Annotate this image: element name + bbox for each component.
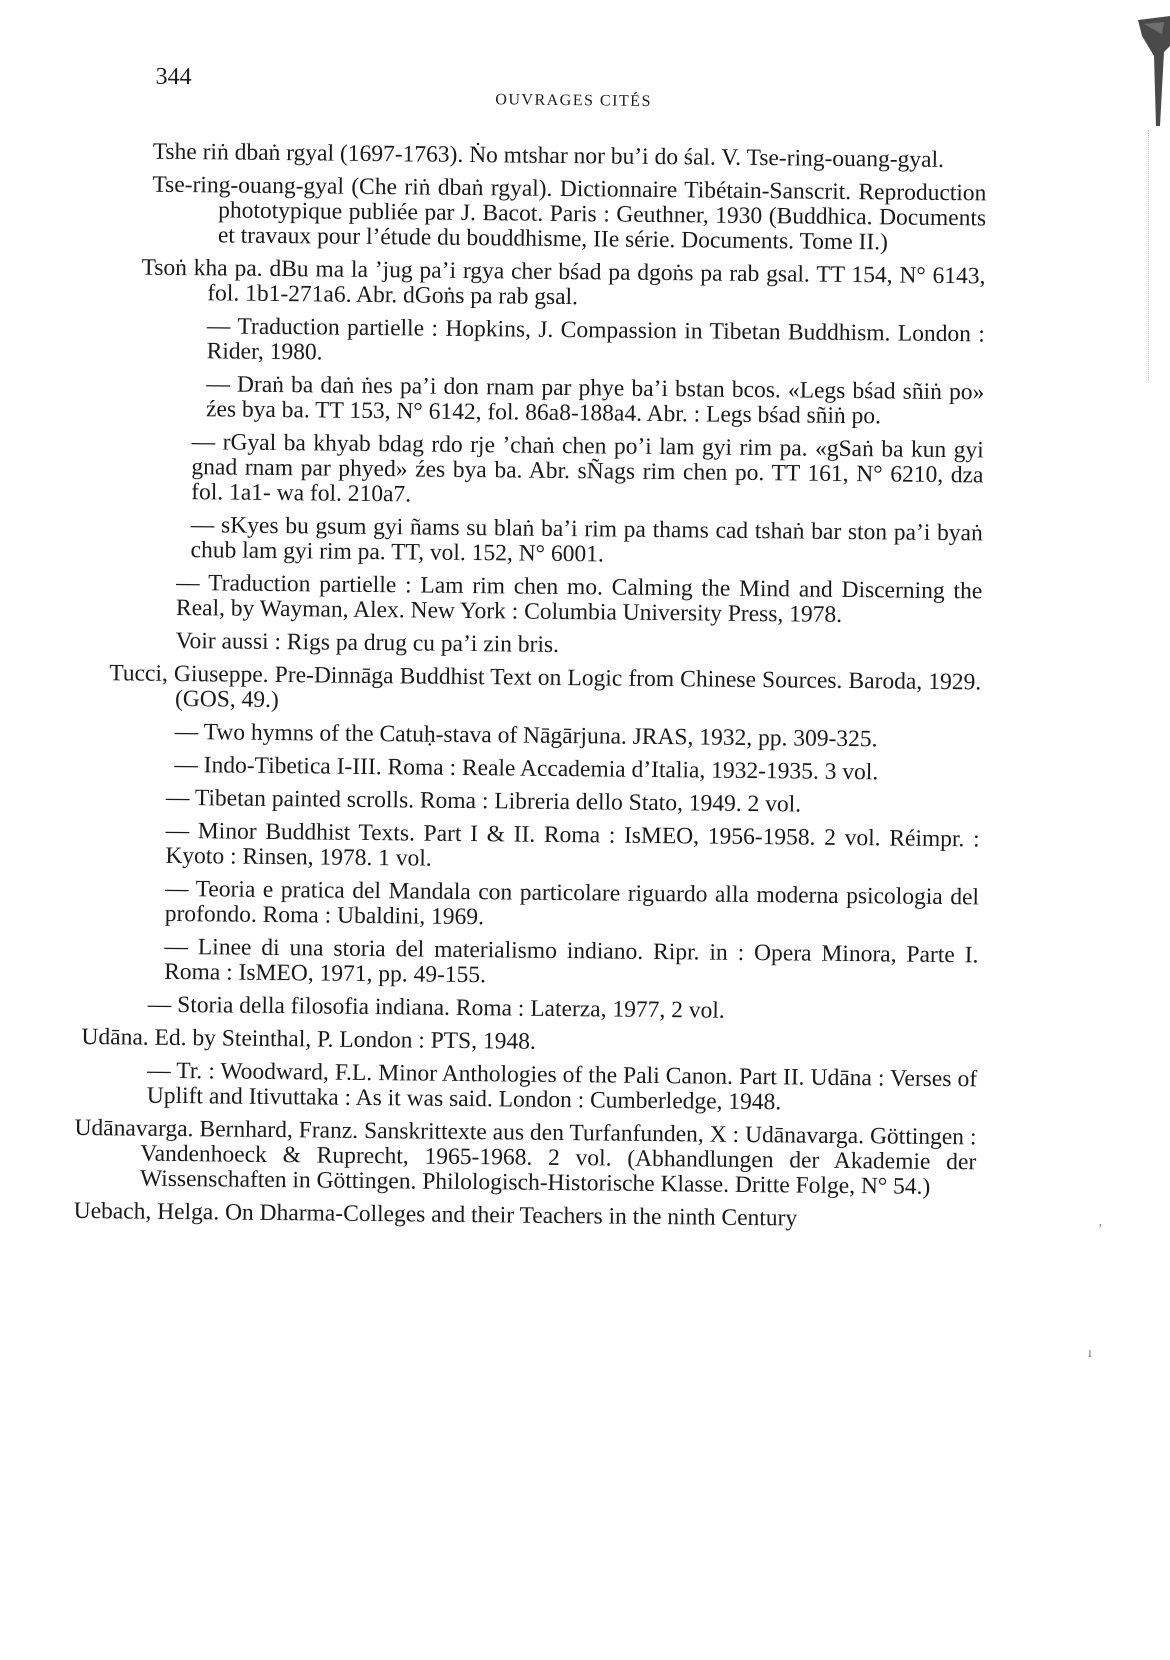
page-number: 344 xyxy=(155,63,192,91)
bib-subentry: — sKyes bu gsum gyi ñams su blaṅ ba’i rim pa thams cad tshaṅ bar ston pa’i byaṅ chub lam gyi rim pa. TT, vol. 152, N° 6001. xyxy=(190,512,983,568)
bib-subentry: — Draṅ ba daṅ ṅes pa’i don rnam par phye ba’i bstan bcos. «Legs bśad sñiṅ po» źes bya ba. TT 153, N° 6142, fol. 86a8-188a4. Abr. : Legs bśad sñiṅ po. xyxy=(205,371,985,430)
bib-entry: Tshe riṅ dbaṅ rgyal (1697-1763). Ṅo mtshar nor bu’i do śal. V. Tse-ring-ouang-gyal. xyxy=(152,138,945,173)
bib-subentry: — Minor Buddhist Texts. Part I & II. Roma : IsMEO, 1956-1958. 2 vol. Réimpr. : Kyoto : Rinsen, 1978. 1 vol. xyxy=(165,817,980,872)
bibliography-list xyxy=(73,138,987,1241)
scan-edge-dots xyxy=(1148,130,1155,380)
bib-subentry: — Two hymns of the Catuḥ-stava of Nāgārjuna. JRAS, 1932, pp. 309-325. xyxy=(174,718,878,753)
bib-entry: Uebach, Helga. On Dharma-Colleges and their Teachers in the ninth Century xyxy=(73,1197,798,1232)
bib-entry: Udāna. Ed. by Steinthal, P. London : PTS, 1948. xyxy=(81,1024,536,1055)
scan-speck: ʼ xyxy=(1098,1222,1103,1237)
bib-entry: Tse-ring-ouang-gyal (Che riṅ dbaṅ rgyal). Dictionnaire Tibétain-Sanscrit. Reproduction phototypique publiée par J. Bacot. Paris : Geuthner, 1930 (Buddhica. Documents et travaux pour l’étude du bouddhisme, IIe série. Documents. Tome II.) xyxy=(152,171,987,256)
scan-edge-shadow xyxy=(1134,16,1170,126)
bib-subentry: — Linee di una storia del materialismo indiano. Ripr. in : Opera Minora, Parte I. Roma : IsMEO, 1971, pp. 49-155. xyxy=(164,933,979,989)
running-head: OUVRAGES CITÉS xyxy=(495,91,652,110)
bib-subentry: — Storia della filosofia indiana. Roma : Laterza, 1977, 2 vol. xyxy=(147,991,725,1024)
bib-entry: Tucci, Giuseppe. Pre-Dinnāga Buddhist Text on Logic from Chinese Sources. Baroda, 1929. (GOS, 49.) xyxy=(109,660,982,714)
bib-subentry: — Traduction partielle : Hopkins, J. Compassion in Tibetan Buddhism. London : Rider, 1980. xyxy=(206,313,986,366)
bib-subentry: — Teoria e pratica del Mandala con particolare riguardo alla moderna psicologia del profondo. Roma : Ubaldini, 1969. xyxy=(164,875,980,931)
bib-subentry: — Indo-Tibetica I-III. Roma : Reale Accademia d’Italia, 1932-1935. 3 vol. xyxy=(174,751,879,786)
bib-subentry: Voir aussi : Rigs pa drug cu pa’i zin bris. xyxy=(175,627,560,658)
bib-entry: Udānavarga. Bernhard, Franz. Sanskrittexte aus den Turfanfunden, X : Udānavarga. Göttingen : Vandenhoeck & Ruprecht, 1965-1968. 2 vol. (Abhandlungen der Akademie der Wissenschaften in Göttingen. Philologisch-Historische Klasse. Dritte Folge, N° 54.) xyxy=(74,1114,977,1200)
bib-subentry: — Tibetan painted scrolls. Roma : Libreria dello Stato, 1949. 2 vol. xyxy=(165,784,802,818)
bib-entry: Tsoṅ kha pa. dBu ma la ’jug pa’i rgya cher bśad pa dgoṅs pa rab gsal. TT 154, N° 6143, fol. 1b1-271a6. Abr. dGoṅs pa rab gsal. xyxy=(141,254,986,311)
bib-subentry: — Tr. : Woodward, F.L. Minor Anthologies of the Pali Canon. Part II. Udāna : Verses of Uplift and Itivuttaka : As it was said. London : Cumberledge, 1948. xyxy=(146,1057,978,1116)
bib-subentry: — rGyal ba khyab bdag rdo rje ’chaṅ chen po’i lam gyi rim pa. «gSaṅ ba kun gyi gnad rnam par phyed» źes bya ba. Abr. sÑags rim chen po. TT 161, N° 6210, dza fol. 1a1- wa fol. 210a7. xyxy=(191,429,984,508)
bib-subentry: — Traduction partielle : Lam rim chen mo. Calming the Mind and Discerning the Real, by Wayman, Alex. New York : Columbia University Press, 1978. xyxy=(175,569,983,628)
scan-speck: ı xyxy=(1088,1346,1092,1361)
